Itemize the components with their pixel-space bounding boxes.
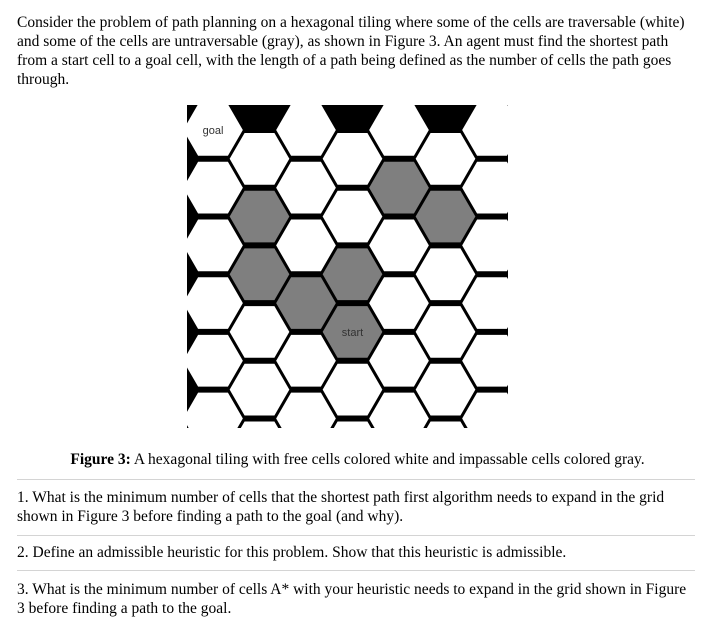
question-3: 3. What is the minimum number of cells A* with your heuristic needs to expand in the grid shown in Figure 3 before finding a path to the goal. (17, 581, 687, 617)
caption-label: Figure 3: (70, 451, 131, 468)
hex-grid (187, 105, 508, 428)
hex-grid-figure (187, 105, 508, 428)
divider (17, 479, 695, 480)
caption-text: A hexagonal tiling with free cells colored white and impassable cells colored gray. (133, 451, 645, 468)
question-2: 2. Define an admissible heuristic for this problem. Show that this heuristic is admissible. (17, 544, 567, 561)
start-label: start (341, 326, 364, 339)
intro-paragraph: Consider the problem of path planning on a hexagonal tiling where some of the cells are traversable (white) and some of the cells are untraversable (gray), as shown in Figure 3. An agent must find the shortest path from a start cell to a goal cell, with the length of a path being defined as the number of cells the path goes through. (17, 14, 685, 88)
divider (17, 570, 695, 571)
figure-caption (0, 451, 715, 469)
question-1: 1. What is the minimum number of cells that the shortest path first algorithm needs to expand in the grid shown in Figure 3 before finding a path to the goal (and why). (17, 489, 665, 525)
divider (17, 535, 695, 536)
goal-label: goal (202, 125, 224, 137)
